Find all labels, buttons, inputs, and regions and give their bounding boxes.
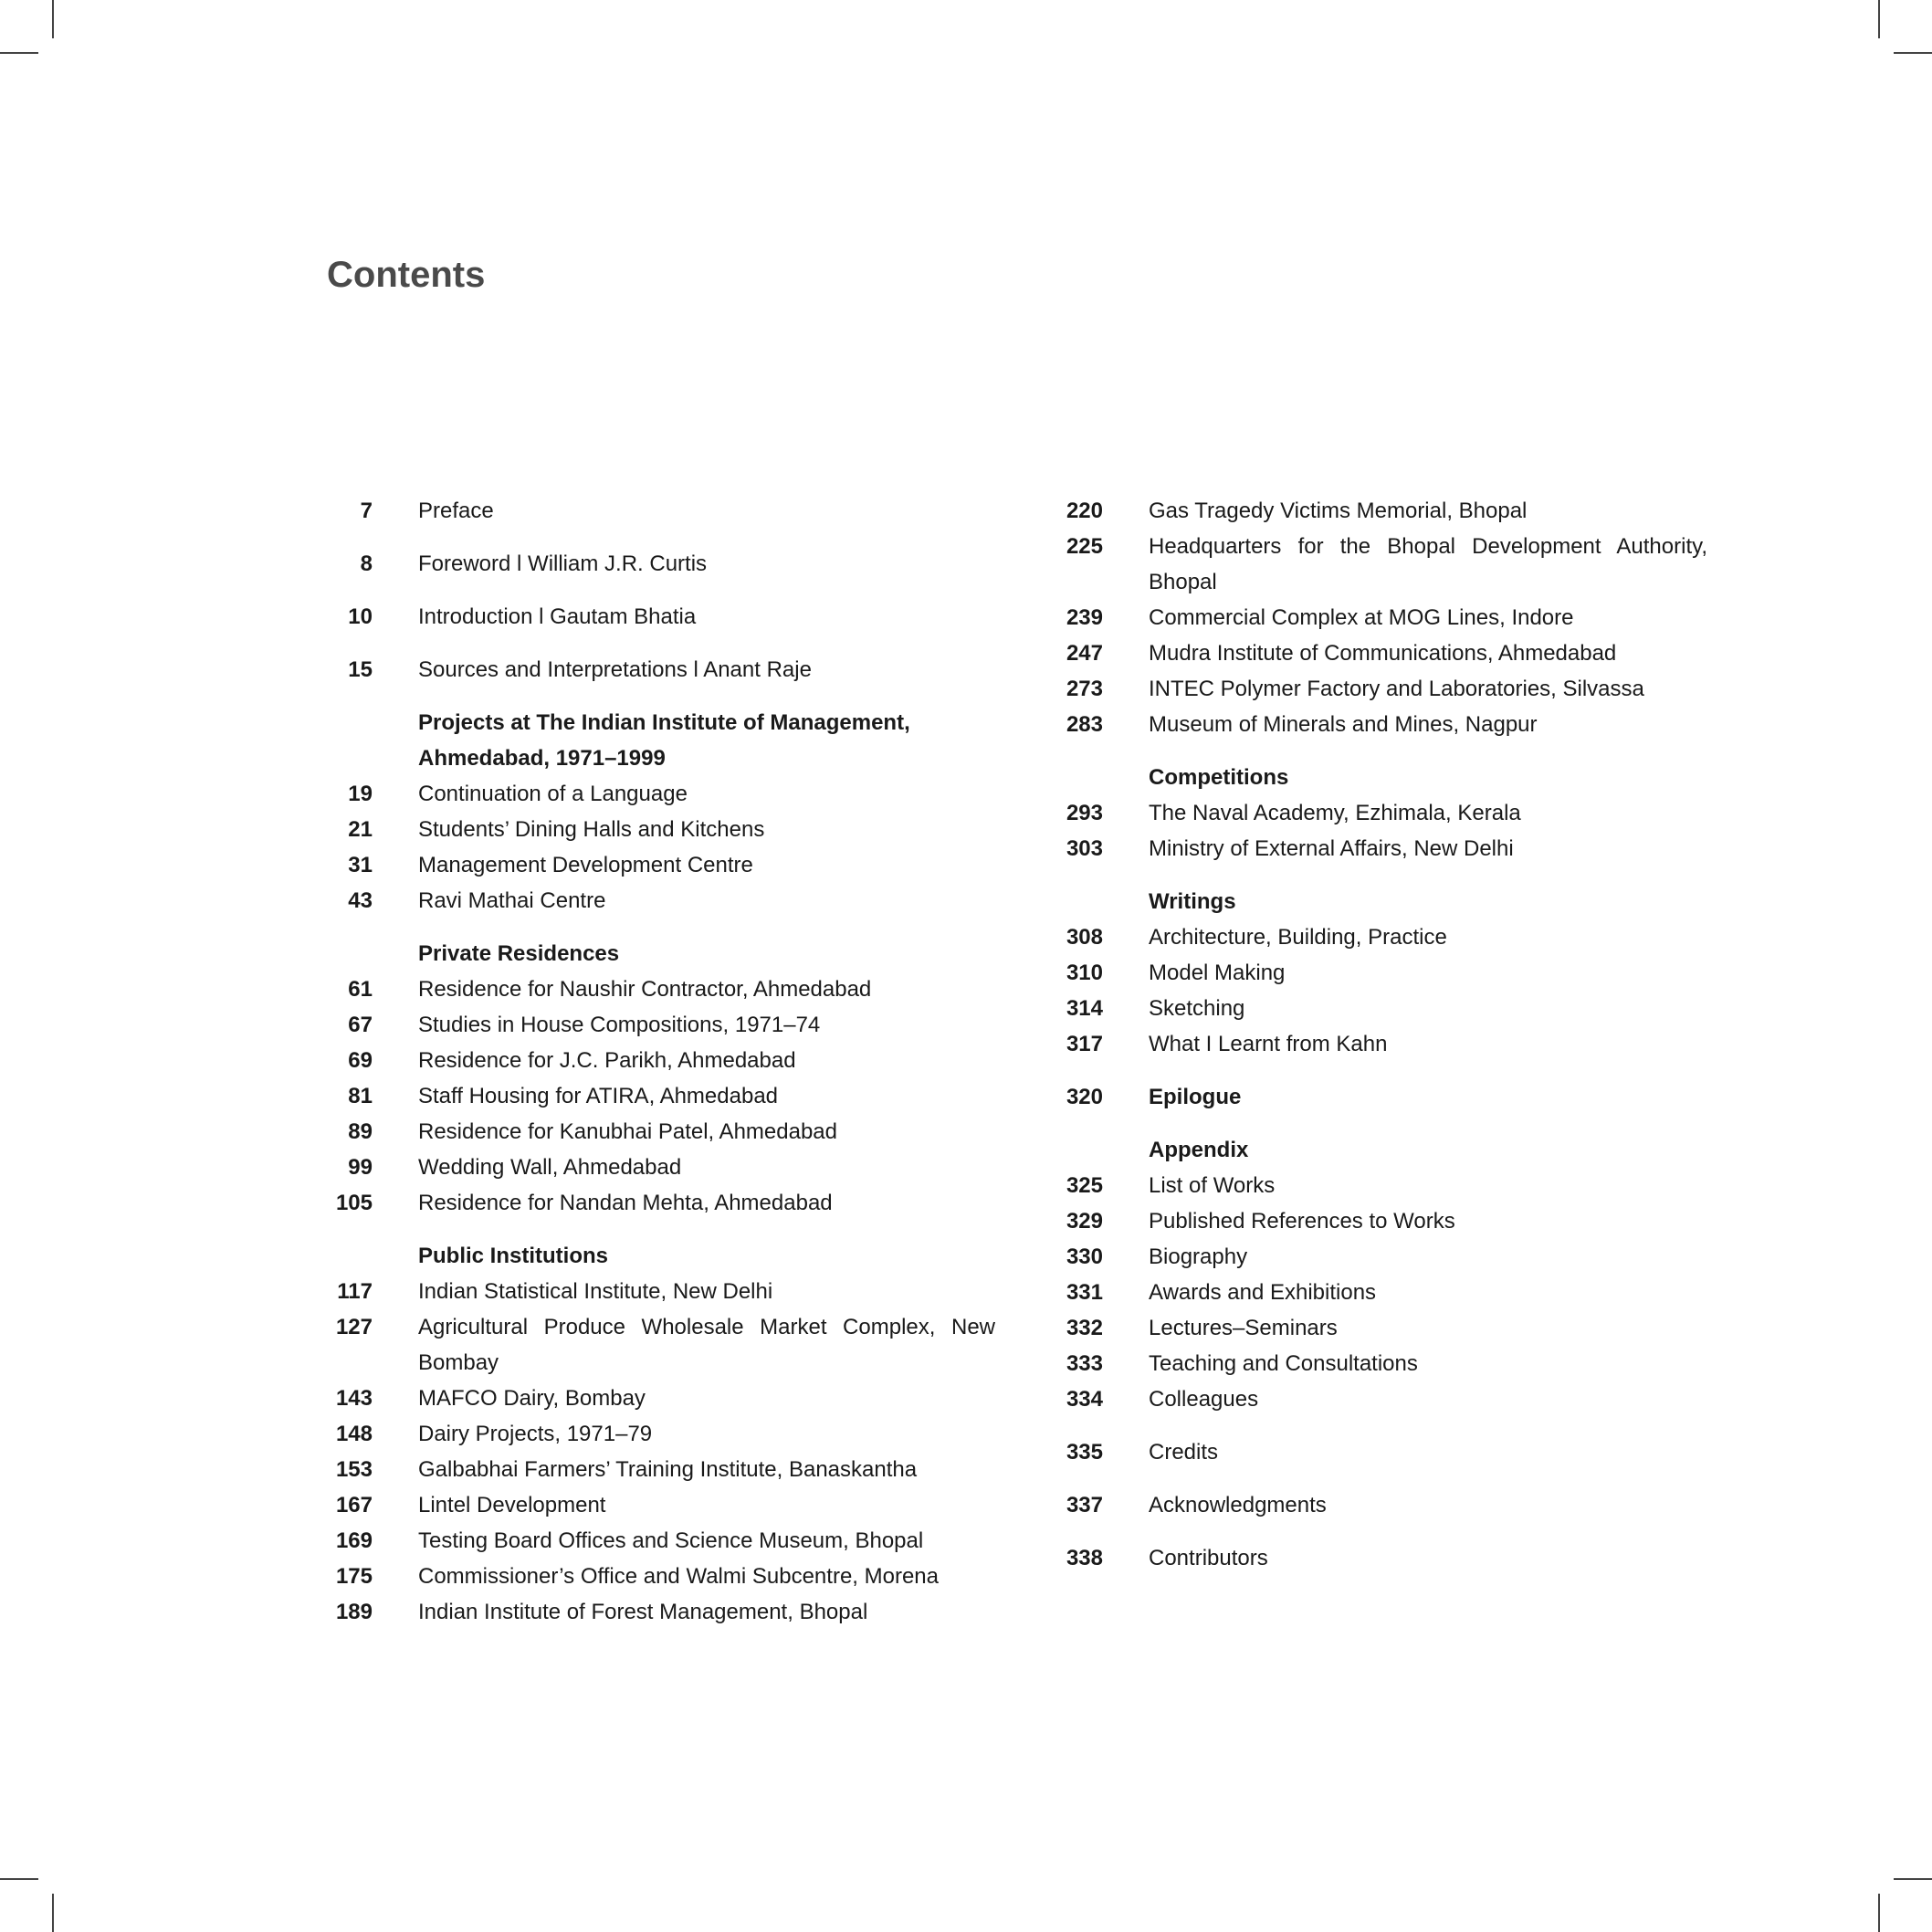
toc-entry [320, 812, 995, 847]
toc-entry [1050, 955, 1707, 991]
toc-entry-title: What I Learnt from Kahn [1149, 1032, 1388, 1056]
toc-section-title: Private Residences [418, 941, 620, 966]
toc-entry-title: Lintel Development [418, 1493, 606, 1517]
toc-page-number: 99 [348, 1155, 373, 1180]
toc-page-number: 21 [348, 817, 373, 842]
toc-entry-title: Commissioner’s Office and Walmi Subcentre, Morena [418, 1564, 939, 1589]
toc-page-number: 127 [335, 1315, 373, 1339]
toc-entry-title: Indian Statistical Institute, New Delhi [418, 1279, 773, 1304]
toc-entry-title: Residence for J.C. Parikh, Ahmedabad [418, 1048, 796, 1073]
toc-page-number: 8 [360, 551, 373, 576]
toc-page-number: 105 [335, 1191, 373, 1215]
toc-entry [1050, 1026, 1707, 1062]
toc-entry [320, 493, 995, 529]
toc-entry [1050, 1168, 1707, 1203]
toc-entry-title: Continuation of a Language [418, 782, 688, 806]
toc-entry [320, 1007, 995, 1043]
toc-entry [320, 599, 995, 635]
toc-entry-title: Architecture, Building, Practice [1149, 925, 1447, 950]
toc-entry [1050, 1540, 1707, 1576]
toc-page-number: 320 [1066, 1085, 1103, 1109]
toc-entry [320, 1309, 995, 1381]
toc-page-number: 317 [1066, 1032, 1103, 1056]
toc-page-number: 330 [1066, 1244, 1103, 1269]
toc-entry-title: Ministry of External Affairs, New Delhi [1149, 836, 1514, 861]
toc-section-title: Competitions [1149, 765, 1289, 790]
toc-entry-title: Wedding Wall, Ahmedabad [418, 1155, 682, 1180]
toc-entry [320, 883, 995, 919]
toc-entry [1050, 635, 1707, 671]
toc-page-number: 153 [335, 1457, 373, 1482]
toc-entry [320, 847, 995, 883]
toc-entry [1050, 1434, 1707, 1470]
toc-entry-title: The Naval Academy, Ezhimala, Kerala [1149, 801, 1521, 825]
toc-page-number: 81 [348, 1084, 373, 1108]
toc-entry [320, 652, 995, 688]
toc-entry [1050, 1079, 1707, 1115]
toc-entry [320, 1150, 995, 1185]
toc-page-number: 31 [348, 853, 373, 877]
toc-page-number: 10 [348, 604, 373, 629]
toc-page-number: 69 [348, 1048, 373, 1073]
toc-section-heading [1050, 1132, 1707, 1168]
toc-page-number: 308 [1066, 925, 1103, 950]
toc-entry-title: Studies in House Compositions, 1971–74 [418, 1013, 821, 1037]
toc-page-number: 283 [1066, 712, 1103, 737]
toc-entry-title: Lectures–Seminars [1149, 1316, 1338, 1340]
toc-entry [1050, 493, 1707, 529]
toc-page-number: 175 [335, 1564, 373, 1589]
toc-page-number: 169 [335, 1528, 373, 1553]
toc-entry-title: Testing Board Offices and Science Museum, Bhopal [418, 1528, 924, 1553]
toc-entry [320, 1523, 995, 1559]
toc-entry-title: Sources and Interpretations l Anant Raje [418, 657, 812, 682]
toc-entry [1050, 529, 1707, 600]
toc-entry [320, 1078, 995, 1114]
toc-page-number: 338 [1066, 1546, 1103, 1570]
toc-entry [1050, 671, 1707, 707]
toc-entry-title: Contributors [1149, 1546, 1268, 1570]
toc-entry-title: Indian Institute of Forest Management, Bhopal [418, 1600, 868, 1624]
toc-section-heading [320, 936, 995, 971]
toc-page-number: 167 [335, 1493, 373, 1517]
toc-page-number: 310 [1066, 961, 1103, 985]
toc-entry-title: List of Works [1149, 1173, 1276, 1198]
toc-entry [1050, 1203, 1707, 1239]
toc-entry-title: Biography [1149, 1244, 1248, 1269]
toc-page-number: 148 [335, 1422, 373, 1446]
toc-entry [320, 971, 995, 1007]
toc-page-number: 337 [1066, 1493, 1103, 1517]
toc-entry-title: Preface [418, 499, 494, 523]
toc-entry-title: Students’ Dining Halls and Kitchens [418, 817, 765, 842]
toc-entry-title: Residence for Kanubhai Patel, Ahmedabad [418, 1119, 837, 1144]
toc-entry-title: Galbabhai Farmers’ Training Institute, Banaskantha [418, 1457, 918, 1482]
toc-entry-title: Residence for Naushir Contractor, Ahmedabad [418, 977, 872, 1002]
toc-entry [1050, 1275, 1707, 1310]
toc-entry-title: Credits [1149, 1440, 1219, 1465]
toc-entry [320, 546, 995, 582]
toc-entry [320, 1381, 995, 1416]
toc-section-title: Writings [1149, 889, 1236, 914]
toc-entry [320, 1114, 995, 1150]
toc-page-number: 89 [348, 1119, 373, 1144]
toc-entry-title: Model Making [1149, 961, 1286, 985]
toc-entry-title: Mudra Institute of Communications, Ahmedabad [1149, 641, 1617, 666]
toc-entry-title: Foreword l William J.R. Curtis [418, 551, 708, 576]
toc-page-number: 189 [335, 1600, 373, 1624]
toc-entry [1050, 1310, 1707, 1346]
toc-page-number: 143 [335, 1386, 373, 1411]
toc-entry [320, 1559, 995, 1594]
toc-entry [1050, 1346, 1707, 1381]
toc-entry [320, 1594, 995, 1630]
toc-entry-title: Headquarters for the Bhopal Development Authority, Bhopal [1149, 534, 1707, 594]
toc-entry-title: Published References to Works [1149, 1209, 1455, 1234]
crop-mark-bottom-left-horizontal [0, 1878, 38, 1880]
toc-entry-title: Management Development Centre [418, 853, 753, 877]
toc-entry [1050, 1239, 1707, 1275]
toc-page-number: 225 [1066, 534, 1103, 559]
toc-section-title: Appendix [1149, 1138, 1249, 1162]
toc-page-number: 239 [1066, 605, 1103, 630]
toc-entry [320, 776, 995, 812]
toc-entry-title: Residence for Nandan Mehta, Ahmedabad [418, 1191, 833, 1215]
toc-entry-title: Acknowledgments [1149, 1493, 1327, 1517]
crop-mark-top-right-horizontal [1894, 52, 1932, 54]
toc-entry [320, 1487, 995, 1523]
toc-page-number: 293 [1066, 801, 1103, 825]
toc-entry-title: Gas Tragedy Victims Memorial, Bhopal [1149, 499, 1528, 523]
toc-entry-title: MAFCO Dairy, Bombay [418, 1386, 646, 1411]
toc-page-number: 314 [1066, 996, 1103, 1021]
toc-entry [1050, 831, 1707, 866]
toc-left-column [320, 493, 995, 1630]
toc-entry-title: Staff Housing for ATIRA, Ahmedabad [418, 1084, 779, 1108]
toc-page-number: 329 [1066, 1209, 1103, 1234]
toc-entry-title: Introduction l Gautam Bhatia [418, 604, 697, 629]
toc-entry-title: Ravi Mathai Centre [418, 888, 606, 913]
toc-page-number: 19 [348, 782, 373, 806]
toc-entry-title: Agricultural Produce Wholesale Market Complex, New Bombay [418, 1315, 995, 1375]
crop-mark-top-right-vertical [1878, 0, 1880, 38]
toc-page-number: 15 [348, 657, 373, 682]
toc-section-heading [320, 705, 995, 776]
crop-mark-top-left-horizontal [0, 52, 38, 54]
toc-section-heading [1050, 760, 1707, 795]
toc-entry [1050, 1487, 1707, 1523]
crop-mark-bottom-right-horizontal [1894, 1878, 1932, 1880]
toc-page-number: 247 [1066, 641, 1103, 666]
toc-entry-title: Awards and Exhibitions [1149, 1280, 1377, 1305]
toc-entry-title: Dairy Projects, 1971–79 [418, 1422, 653, 1446]
toc-entry-title: INTEC Polymer Factory and Laboratories, Silvassa [1149, 677, 1644, 701]
toc-entry-title: Sketching [1149, 996, 1245, 1021]
page-title: Contents [327, 255, 486, 295]
toc-page-number: 303 [1066, 836, 1103, 861]
toc-entry-title: Teaching and Consultations [1149, 1351, 1418, 1376]
toc-entry-title: Epilogue [1149, 1085, 1242, 1109]
toc-page-number: 273 [1066, 677, 1103, 701]
toc-page-number: 117 [337, 1279, 373, 1304]
toc-right-column [1050, 493, 1707, 1576]
toc-entry-title: Commercial Complex at MOG Lines, Indore [1149, 605, 1574, 630]
toc-page-number: 333 [1066, 1351, 1103, 1376]
toc-entry [1050, 1381, 1707, 1417]
toc-entry-title: Colleagues [1149, 1387, 1259, 1412]
crop-mark-bottom-left-vertical [52, 1894, 54, 1932]
toc-entry [1050, 600, 1707, 635]
toc-page-number: 334 [1066, 1387, 1103, 1412]
crop-mark-top-left-vertical [52, 0, 54, 38]
toc-entry [1050, 795, 1707, 831]
toc-section-heading [320, 1238, 995, 1274]
toc-entry [320, 1185, 995, 1221]
toc-page-number: 220 [1066, 499, 1103, 523]
toc-section-heading [1050, 884, 1707, 919]
toc-page-number: 331 [1066, 1280, 1103, 1305]
toc-entry [1050, 919, 1707, 955]
toc-page-number: 43 [348, 888, 373, 913]
toc-page-number: 7 [360, 499, 373, 523]
toc-entry-title: Museum of Minerals and Mines, Nagpur [1149, 712, 1538, 737]
toc-page-number: 61 [348, 977, 373, 1002]
toc-entry [320, 1274, 995, 1309]
toc-page-number: 335 [1066, 1440, 1103, 1465]
toc-section-title: Projects at The Indian Institute of Management, Ahmedabad, 1971–1999 [418, 710, 910, 771]
toc-entry [320, 1452, 995, 1487]
crop-mark-bottom-right-vertical [1878, 1894, 1880, 1932]
toc-entry [1050, 707, 1707, 742]
toc-page-number: 332 [1066, 1316, 1103, 1340]
toc-entry [320, 1043, 995, 1078]
toc-section-title: Public Institutions [418, 1244, 608, 1268]
toc-entry [320, 1416, 995, 1452]
toc-page-number: 67 [348, 1013, 373, 1037]
toc-entry [1050, 991, 1707, 1026]
toc-page-number: 325 [1066, 1173, 1103, 1198]
